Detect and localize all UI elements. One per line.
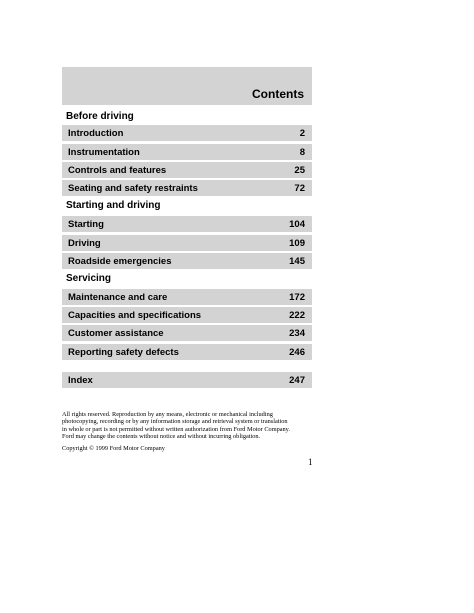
- section-heading-before-driving: Before driving: [66, 111, 134, 122]
- legal-line: All rights reserved. Reproduction by any means, electronic or mechanical including: [62, 411, 273, 418]
- contents-header: [62, 67, 312, 105]
- toc-row-instrumentation[interactable]: [62, 144, 312, 160]
- toc-row-page: 246: [289, 346, 305, 358]
- toc-row-page: 2: [299, 127, 305, 139]
- legal-line: photocopying, recording or by any information storage and retrieval system or translation: [62, 418, 288, 426]
- toc-row-page: 25: [294, 164, 305, 176]
- page-number: 1: [308, 457, 313, 467]
- toc-row-page: 72: [294, 182, 305, 194]
- toc-row-customer-assistance[interactable]: [62, 325, 312, 341]
- toc-row-starting[interactable]: [62, 216, 312, 232]
- legal-notice: [62, 411, 312, 440]
- toc-row-safety-defects[interactable]: [62, 344, 312, 360]
- toc-row-label: Maintenance and care: [68, 291, 168, 303]
- toc-row-label: Starting: [68, 218, 104, 230]
- legal-line: Ford may change the contents without notice and without incurring obligation.: [62, 432, 261, 440]
- toc-row-label: Controls and features: [68, 164, 167, 176]
- toc-row-page: 234: [289, 327, 305, 339]
- toc-row-label: Reporting safety defects: [68, 346, 179, 358]
- toc-row-controls[interactable]: [62, 162, 312, 178]
- toc-row-label: Capacities and specifications: [68, 309, 202, 321]
- toc-row-label: Seating and safety restraints: [68, 182, 198, 194]
- toc-row-label: Instrumentation: [68, 146, 140, 158]
- page-title: Contents: [252, 87, 304, 101]
- toc-row-label: Index: [68, 374, 93, 386]
- section-heading-servicing: Servicing: [66, 273, 112, 284]
- toc-row-capacities[interactable]: [62, 307, 312, 323]
- toc-row-seating[interactable]: [62, 180, 312, 196]
- toc-row-page: 8: [299, 146, 305, 158]
- legal-line: in whole or part is not permitted without written authorization from Ford Motor Company.: [62, 425, 290, 433]
- toc-row-maintenance[interactable]: [62, 289, 312, 305]
- toc-row-label: Introduction: [68, 127, 124, 139]
- toc-row-page: 109: [289, 237, 305, 249]
- toc-row-index[interactable]: [62, 372, 312, 388]
- toc-row-page: 145: [289, 255, 305, 267]
- toc-row-label: Driving: [68, 237, 101, 249]
- copyright-notice: Copyright © 1999 Ford Motor Company: [62, 445, 165, 452]
- toc-row-label: Customer assistance: [68, 327, 164, 339]
- toc-row-page: 247: [289, 374, 305, 386]
- toc-row-driving[interactable]: [62, 235, 312, 251]
- section-heading-starting-driving: Starting and driving: [66, 200, 161, 211]
- toc-row-page: 222: [289, 309, 305, 321]
- toc-row-page: 172: [289, 291, 305, 303]
- toc-row-label: Roadside emergencies: [68, 255, 172, 267]
- toc-row-page: 104: [289, 218, 305, 230]
- toc-row-roadside[interactable]: [62, 253, 312, 269]
- toc-row-introduction[interactable]: [62, 125, 312, 141]
